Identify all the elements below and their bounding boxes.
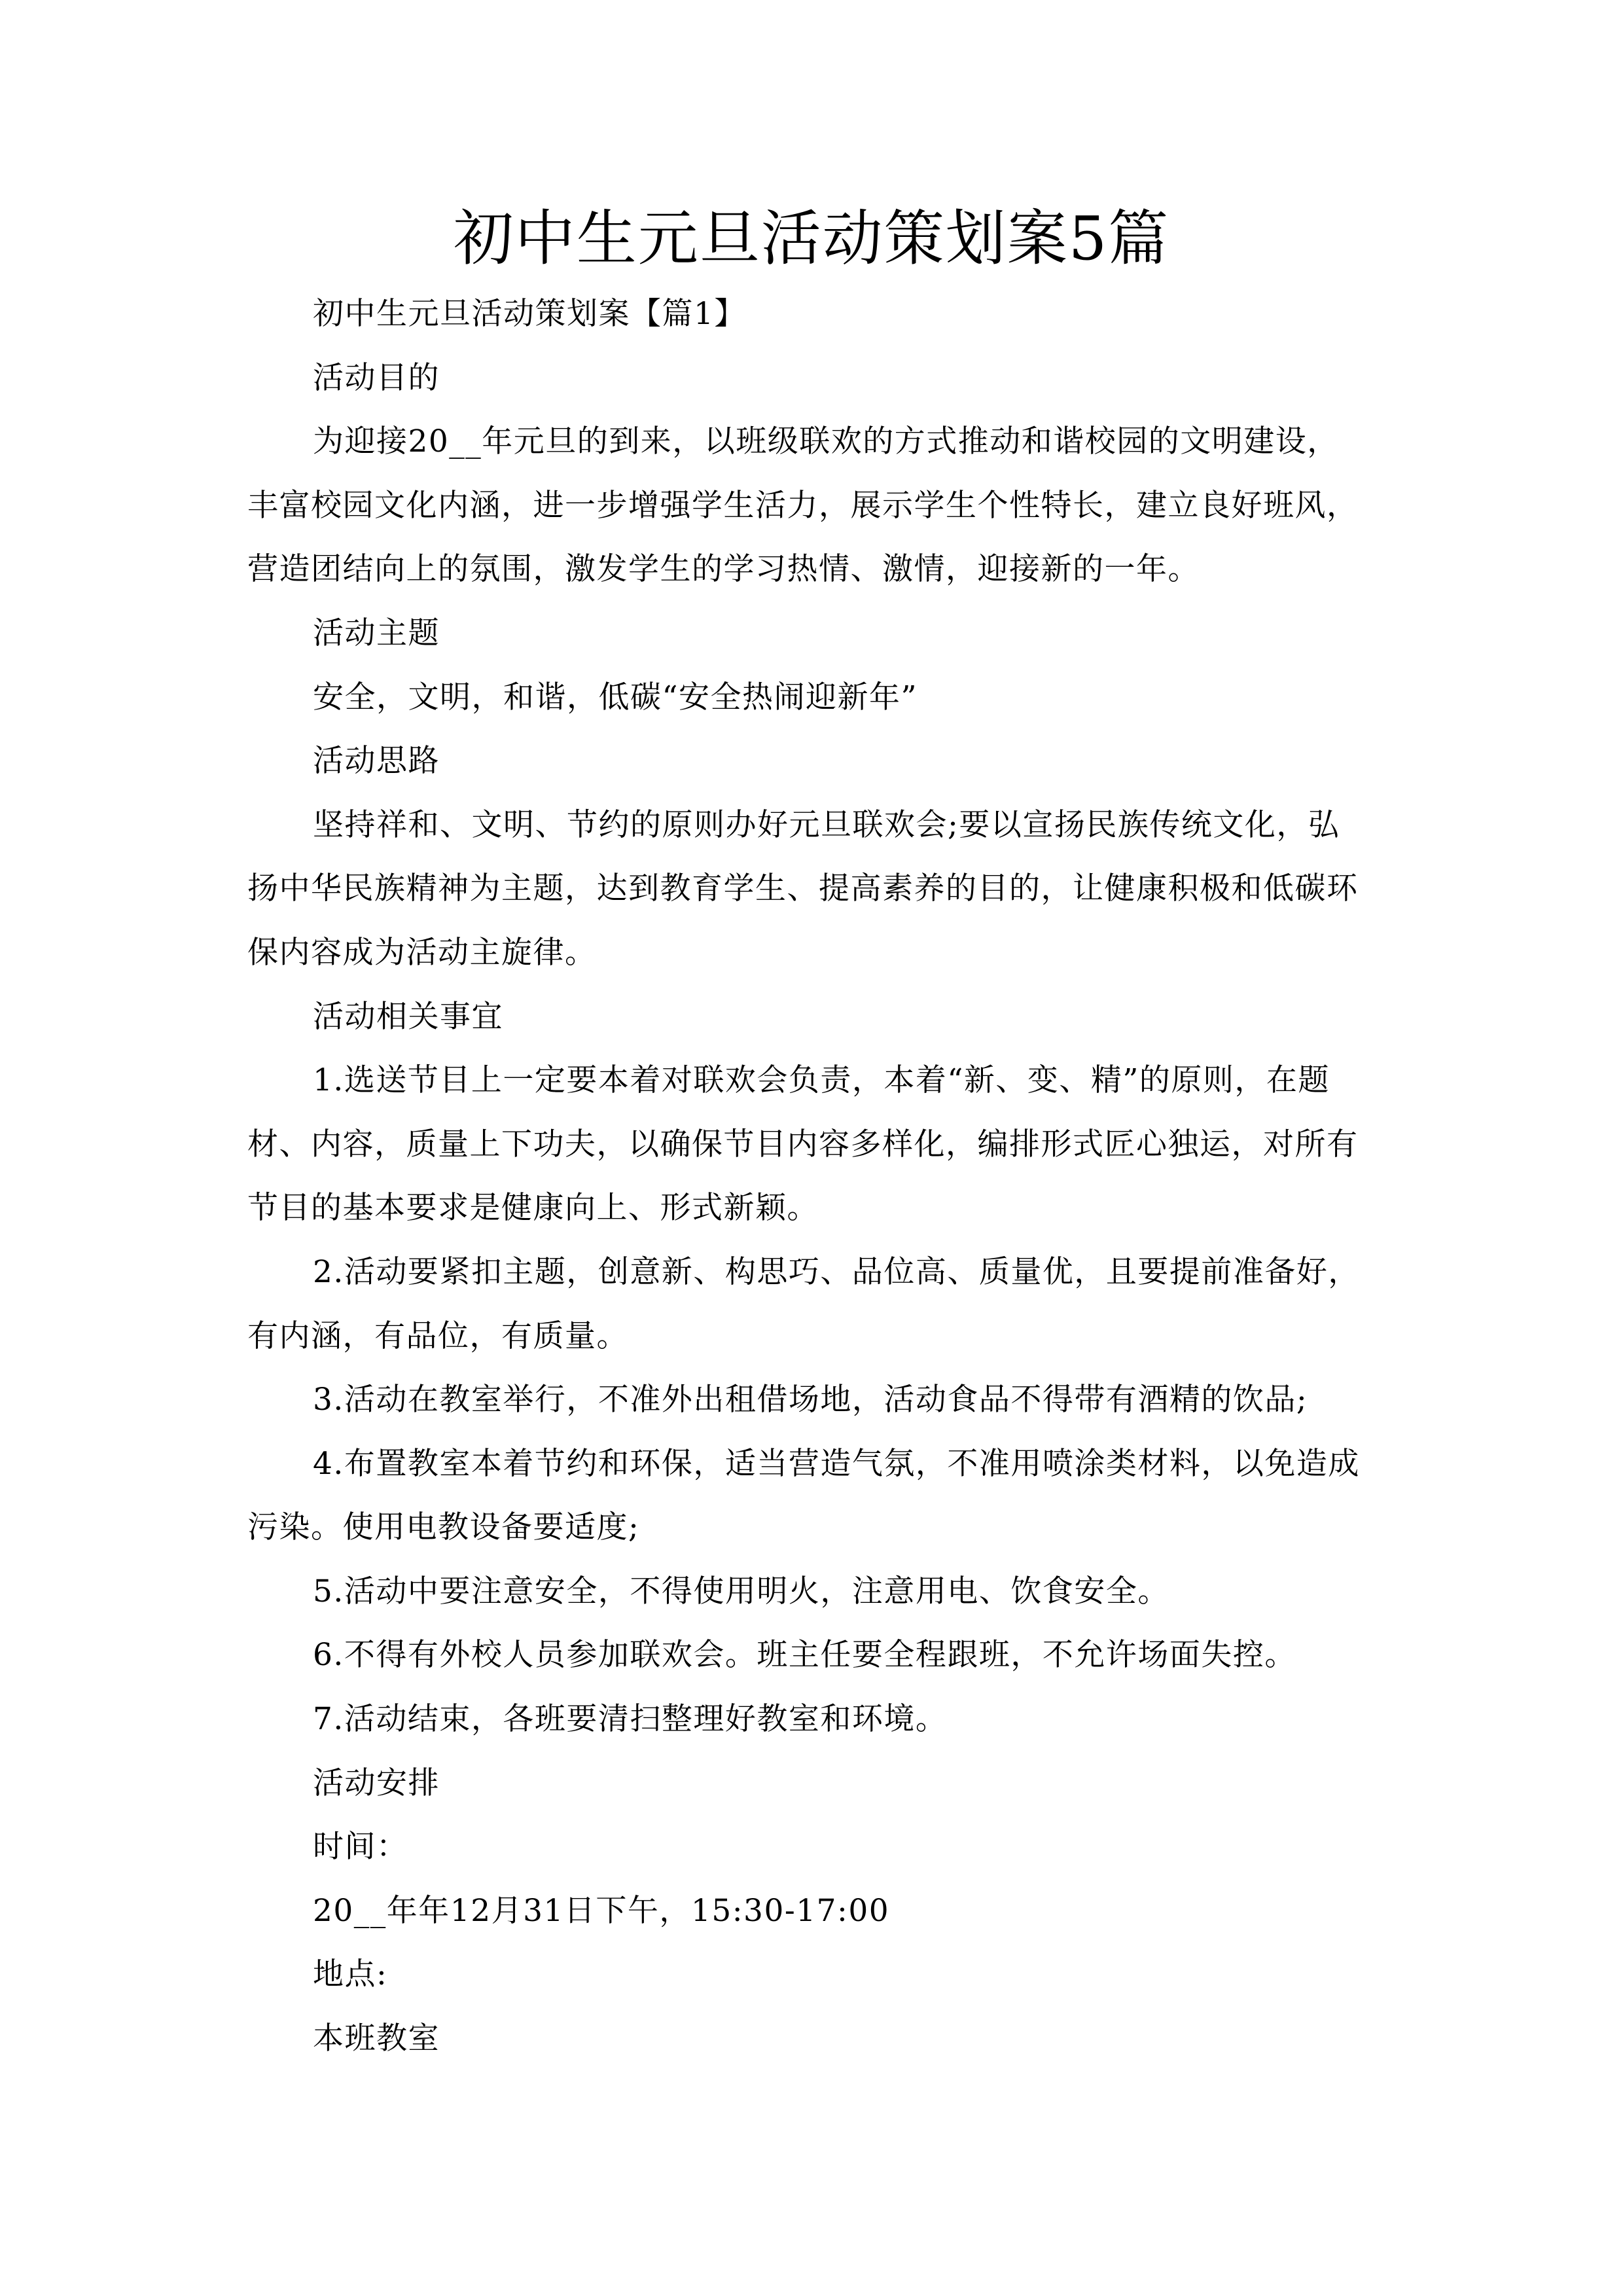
heading-schedule: 活动安排 (313, 1765, 440, 1801)
item-1-line-3: 节目的基本要求是健康向上、形式新颖。 (247, 1190, 819, 1227)
item-2-line-1: 2.活动要紧扣主题，创意新、构思巧、品位高、质量优，且要提前准备好， (313, 1253, 1360, 1290)
value-location: 本班教室 (313, 2020, 440, 2057)
document-body (247, 282, 1389, 2071)
paragraph-approach-line-3: 保内容成为活动主旋律。 (247, 934, 597, 971)
heading-theme: 活动主题 (313, 615, 440, 651)
heading-related-matters: 活动相关事宜 (313, 998, 503, 1035)
item-6: 6.不得有外校人员参加联欢会。班主任要全程跟班，不允许场面失控。 (313, 1637, 1296, 1674)
document-title: 初中生元旦活动策划案5篇 (453, 204, 1170, 274)
item-3: 3.活动在教室举行，不准外出租借场地，活动食品不得带有酒精的饮品; (313, 1382, 1308, 1418)
heading-purpose: 活动目的 (313, 359, 440, 396)
item-1-line-1: 1.选送节目上一定要本着对联欢会负责，本着“新、变、精”的原则，在题 (313, 1062, 1330, 1099)
item-1-line-2: 材、内容，质量上下功夫，以确保节目内容多样化，编排形式匠心独运，对所有 (247, 1126, 1359, 1162)
label-time: 时间： (313, 1829, 408, 1865)
item-4-line-2: 污染。使用电教设备要适度; (247, 1509, 640, 1546)
heading-approach: 活动思路 (313, 743, 440, 780)
paragraph-approach-line-1: 坚持祥和、文明、节约的原则办好元旦联欢会;要以宣扬民族传统文化，弘 (313, 806, 1340, 843)
paragraph-theme: 安全，文明，和谐，低碳“安全热闹迎新年” (313, 679, 918, 715)
label-location: 地点: (313, 1956, 388, 1993)
paragraph-approach-line-2: 扬中华民族精神为主题，达到教育学生、提高素养的目的，让健康积极和低碳环 (247, 870, 1359, 907)
value-time: 20__年年12月31日下午，15:30-17:00 (313, 1892, 890, 1929)
paragraph-purpose-line-3: 营造团结向上的氛围，激发学生的学习热情、激情，迎接新的一年。 (247, 551, 1200, 588)
section-heading: 初中生元旦活动策划案【篇1】 (313, 296, 746, 332)
item-7: 7.活动结束，各班要清扫整理好教室和环境。 (313, 1701, 948, 1738)
paragraph-purpose-line-1: 为迎接20__年元旦的到来，以班级联欢的方式推动和谐校园的文明建设， (313, 423, 1339, 460)
item-5: 5.活动中要注意安全，不得使用明火，注意用电、饮食安全。 (313, 1573, 1169, 1609)
item-2-line-2: 有内涵，有品位，有质量。 (247, 1318, 628, 1354)
item-4-line-1: 4.布置教室本着节约和环保，适当营造气氛，不准用喷涂类材料，以免造成 (313, 1445, 1360, 1482)
paragraph-purpose-line-2: 丰富校园文化内涵，进一步增强学生活力，展示学生个性特长，建立良好班风， (247, 487, 1359, 524)
